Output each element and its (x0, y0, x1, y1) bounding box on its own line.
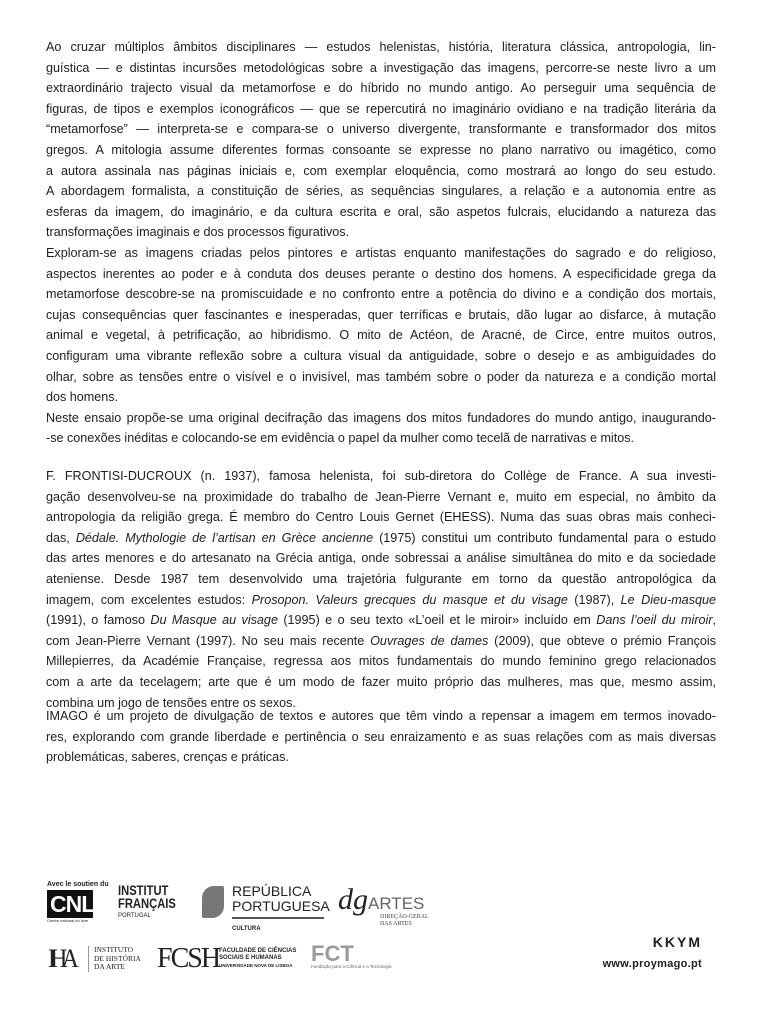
text-line: animal e vegetal, à petrificação, ao hibridismo. O mito de Actéon, de Aracné, de Circe, entre muitos outros, (46, 328, 716, 343)
text-line: extraordinário trajecto visual da metamorfose e do híbrido no mundo antigo. Ao perseguir uma sequência de (46, 81, 716, 96)
fcsh-line-1: FACULDADE DE CIÊNCIAS (219, 948, 297, 954)
text-line: aspectos inerentes ao poder e à conduta dos deuses perante o destino dos homens. A especificidade grega da (46, 266, 716, 281)
text-line: Ao cruzar múltiplos âmbitos disciplinares — estudos helenistas, história, literatura clássica, antropologia, lin- (46, 40, 716, 54)
text-line: com Jean-Pierre Vernant (1997). No seu mais recente Ouvrages de dames (2009), que obteve o prémio François (46, 633, 716, 648)
text-line: problemáticas, saberes, crenças e práticas. (46, 750, 289, 765)
institut-line-1: INSTITUT (118, 882, 169, 898)
synopsis-text (46, 37, 716, 449)
text-line: esferas da imagem, do imaginário, e da cultura escrita e oral, são aspetos fulcrais, elucidando a natureza das (46, 204, 716, 219)
author-bio (46, 466, 716, 713)
text-line: cujas consequências quer fascinantes e inesperadas, quer terríficas e brutais, dão lugar ao disfarce, à mutação (46, 307, 716, 322)
iha-mark: IHA (48, 944, 74, 973)
text-line: “metamorfose” — interpreta-se e compara-se o universo divergente, transformante e transformador dos mitos (46, 122, 716, 137)
text-line: das, Dédale. Mythologie de l’artisan en Grèce ancienne (1975) constitui um contributo fundamental para o estudo (46, 530, 716, 545)
publisher-logo: KKYM (652, 934, 702, 950)
dg-subtitle-1: DIREÇÃO-GERAL (380, 914, 429, 920)
text-line: transformações imaginais e dos processos figurativos. (46, 225, 350, 240)
dg-subtitle-2: DAS ARTES (380, 921, 412, 927)
cnl-logo (47, 881, 109, 923)
institut-francais-logo (118, 884, 190, 923)
iha-line-2: DE HISTÓRIA (94, 953, 141, 963)
text-line: figuras, de tipos e exemplos iconográficos — que se repercutirá no imaginário ovidiano e na tradição literária da (46, 101, 716, 116)
republica-line-1: REPÚBLICA (232, 883, 312, 899)
text-line: configuram uma vibrante reflexão sobre a cultura visual da antiguidade, sobre o desejo e as ambiguidades do (46, 348, 716, 363)
text-line: F. FRONTISI-DUCROUX (n. 1937), famosa helenista, foi sub-diretora do Collège de France. A sua investi- (46, 469, 716, 483)
dg-mark: dg (338, 883, 368, 916)
text-line: a autora assinala nas páginas iniciais e, com exemplar eloquência, como mostrará ao longo do seu estudo. (46, 163, 716, 178)
text-line: ateniense. Desde 1987 tem desenvolvido uma trajetória fulgurante em torno da questão antropológica da (46, 571, 716, 586)
text-line: Neste ensaio propõe-se uma original decifração das imagens dos mitos fundadores do mundo antigo, inaugurando- (46, 410, 716, 425)
text-line: IMAGO é um projeto de divulgação de textos e autores que têm vindo a repensar a imagem em termos inovado- (46, 709, 716, 723)
collection-description (46, 706, 716, 768)
text-line: gregos. A mitologia assume diferentes formas consoante se expresse no plano narrativo ou imagético, como (46, 142, 716, 157)
publisher-website[interactable]: www.proymago.pt (602, 958, 702, 970)
text-line: imagem, com excelentes estudos: Prosopon. Valeurs grecques du masque et du visage (1987), Le Dieu-masque (46, 592, 716, 607)
fct-mark: FCT (311, 941, 354, 966)
text-line: antropologia da religião grega. É membro do Centro Louis Gernet (EHESS). Numa das suas obras mais conheci- (46, 510, 716, 525)
fcsh-line-2: SOCIAIS E HUMANAS (219, 955, 282, 961)
fcsh-mark: FCSH (157, 943, 220, 974)
iha-line-1: INSTITUTO (94, 945, 134, 954)
artes-mark: ARTES (368, 894, 425, 913)
republica-line-2: PORTUGUESA (232, 899, 324, 919)
institut-subtitle: PORTUGAL (118, 913, 151, 919)
iha-line-3: DA ARTE (94, 962, 126, 971)
fcsh-logo (157, 943, 297, 975)
text-line: -se conexões inéditas e colocando-se em evidência o papel da mulher como tecelã de narrativas e mitos. (46, 431, 635, 446)
iha-logo (48, 944, 141, 974)
republica-subtitle: CULTURA (232, 926, 261, 932)
text-line: Exploram-se as imagens criadas pelos pintores e artistas enquanto manifestações do sagrado e do religioso, (46, 245, 716, 260)
institut-line-2: FRANÇAIS (118, 895, 176, 911)
cnl-subtitle: Centre national du livre (47, 918, 89, 923)
fct-logo (311, 941, 392, 969)
text-line: das artes menores e do artesanato na Grécia antiga, onde sobressai a análise simultânea do mito e da sociedade (46, 551, 716, 566)
text-line: Millepierres, da Académie Française, regressa aos mitos fundamentais do mundo feminino grego relacionados (46, 654, 716, 669)
text-line: dos homens. (46, 390, 119, 405)
dgartes-logo (338, 883, 429, 927)
text-line: (1991), o famoso Du Masque au visage (1995) e o seu texto «L’oeil et le miroir» incluído em Dans l’oeil du miroir, (46, 613, 717, 628)
text-line: A abordagem formalista, a constituição de séries, as sequências singulares, a relação e a autonomia entre as (46, 184, 716, 199)
emblem-icon (202, 886, 224, 918)
text-line: res, explorando com grande liberdade e pertinência o seu enraizamento e as suas relações com as mais diversas (46, 729, 716, 744)
fct-subtitle: Fundação para a Ciência e a Tecnologia (311, 964, 392, 969)
text-line: olhar, sobre as tensões entre o visível e o invisível, mas também sobre o poder da natureza e a condição mortal (46, 369, 716, 384)
fcsh-line-3: UNIVERSIDADE NOVA DE LISBOA (219, 963, 293, 968)
text-line: gação desenvolveu-se na proximidade do trabalho de Jean-Pierre Vernant e, muito em especial, no âmbito da (46, 489, 716, 504)
cnl-caption: Avec le soutien du (47, 881, 109, 888)
text-line: combina um jogo de tensões entre os sexos. (46, 695, 296, 710)
text-line: metamorfose descobre-se na promiscuidade e no confronto entre a potência do divino e a condição dos mortais, (46, 287, 716, 302)
text-line: com a arte da tecelagem; arte que é um modo de fazer muito próprio das mulheres, mas que, mesmo assim, (46, 674, 716, 689)
cnl-mark: CNL (47, 890, 93, 918)
text-line: guística — e distintas incursões metodológicas sobre a investigação das imagens, percorre-se neste livro a um (46, 60, 716, 75)
